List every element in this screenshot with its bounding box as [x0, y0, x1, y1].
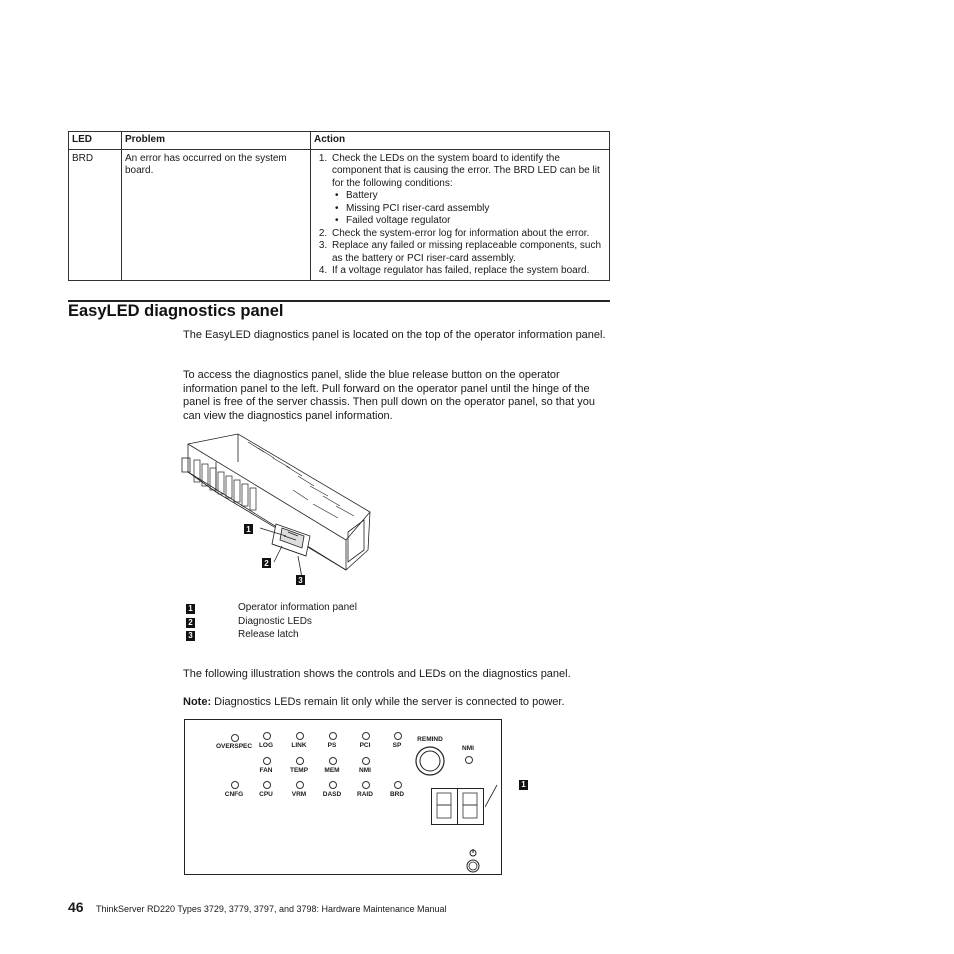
led-label-brd: BRD [389, 791, 405, 798]
header-action: Action [311, 132, 610, 150]
cell-problem: An error has occurred on the system board. [122, 149, 311, 280]
led-ps [329, 732, 337, 740]
action-item: 4. If a voltage regulator has failed, replace the system board. [330, 265, 606, 278]
paragraph-access: To access the diagnostics panel, slide the blue release button on the operator information panel to the left. Pull forward on the operator panel until the hinge of the panel is free of the server chassis. Then pull down on the operator panel, so that you can view the diagnostics panel information. [183, 369, 595, 422]
note-label: Note: [183, 696, 212, 708]
led-label-fan: FAN [259, 767, 273, 774]
header-led: LED [69, 132, 122, 150]
legend-callout-3: 3 [186, 631, 195, 641]
led-fan [263, 757, 271, 765]
power-button-icon [465, 848, 481, 874]
led-log [263, 732, 271, 740]
led-cpu [263, 781, 271, 789]
led-label-pci: PCI [359, 742, 371, 749]
led-label-sp: SP [392, 742, 402, 749]
legend-item [186, 616, 312, 629]
remind-label: REMIND [417, 736, 443, 743]
nmi-button [465, 756, 473, 764]
seven-segment-display-icon [431, 788, 485, 826]
panel-callout-leader [485, 781, 499, 809]
led-label-vrm: VRM [291, 791, 307, 798]
server-illustration [178, 432, 378, 592]
table-row [69, 149, 610, 280]
paragraph-illustration-intro: The following illustration shows the controls and LEDs on the diagnostics panel. [183, 668, 571, 680]
remind-button-icon [414, 745, 446, 777]
legend-label: Diagnostic LEDs [238, 616, 312, 627]
condition-item: • Missing PCI riser-card assembly [346, 203, 606, 216]
led-label-mem: MEM [324, 767, 340, 774]
section-heading: EasyLED diagnostics panel [68, 302, 284, 320]
page-number: 46 [68, 899, 84, 915]
note-text: Diagnostics LEDs remain lit only while the server is connected to power. [214, 696, 565, 708]
led-nmi [362, 757, 370, 765]
paragraph-location: The EasyLED diagnostics panel is located on the top of the operator information panel. [183, 329, 606, 341]
led-label-cnfg: CNFG [224, 791, 244, 798]
action-item [330, 153, 606, 228]
action-item: 3. Replace any failed or missing replaceable components, such as the battery or PCI riser-card assembly. [330, 240, 606, 265]
table-header-row [69, 132, 610, 150]
nmi-label: NMI [462, 745, 474, 752]
cell-action [311, 149, 610, 280]
led-cnfg [231, 781, 239, 789]
action-text: Check the LEDs on the system board to identify the component that is causing the error. The BRD LED can be lit for the following conditions: [332, 152, 600, 189]
led-table [68, 131, 610, 281]
action-item: 2. Check the system-error log for information about the error. [330, 228, 606, 241]
diagnostics-panel-illustration [184, 719, 502, 875]
led-label-nmi: NMI [359, 767, 371, 774]
led-link [296, 732, 304, 740]
legend-label: Operator information panel [238, 602, 357, 613]
condition-item: • Battery [346, 190, 606, 203]
header-problem: Problem [122, 132, 311, 150]
led-dasd [329, 781, 337, 789]
led-vrm [296, 781, 304, 789]
led-label-temp: TEMP [289, 767, 309, 774]
legend-callout-1: 1 [186, 604, 195, 614]
led-raid [362, 781, 370, 789]
led-label-overspec: OVERSPEC [215, 743, 253, 750]
led-brd [394, 781, 402, 789]
legend-item [186, 629, 299, 642]
led-pci [362, 732, 370, 740]
action-list [314, 153, 606, 278]
led-label-log: LOG [258, 742, 274, 749]
led-mem [329, 757, 337, 765]
panel-callout-1: 1 [519, 780, 528, 790]
legend-item [186, 602, 357, 615]
led-label-raid: RAID [357, 791, 373, 798]
condition-list [332, 190, 606, 228]
callout-1-label: 1 [246, 525, 251, 534]
led-label-cpu: CPU [259, 791, 273, 798]
led-temp [296, 757, 304, 765]
cell-led: BRD [69, 149, 122, 280]
footer-title: ThinkServer RD220 Types 3729, 3779, 3797, and 3798: Hardware Maintenance Manual [96, 904, 447, 914]
led-label-dasd: DASD [322, 791, 342, 798]
led-label-link: LINK [291, 742, 307, 749]
callout-3-label: 3 [298, 576, 303, 585]
led-sp [394, 732, 402, 740]
legend-label: Release latch [238, 629, 299, 640]
note-paragraph [183, 696, 615, 710]
led-overspec [231, 734, 239, 742]
condition-item: • Failed voltage regulator [346, 215, 606, 228]
led-label-ps: PS [327, 742, 337, 749]
legend-callout-2: 2 [186, 618, 195, 628]
callout-2-label: 2 [264, 559, 269, 568]
